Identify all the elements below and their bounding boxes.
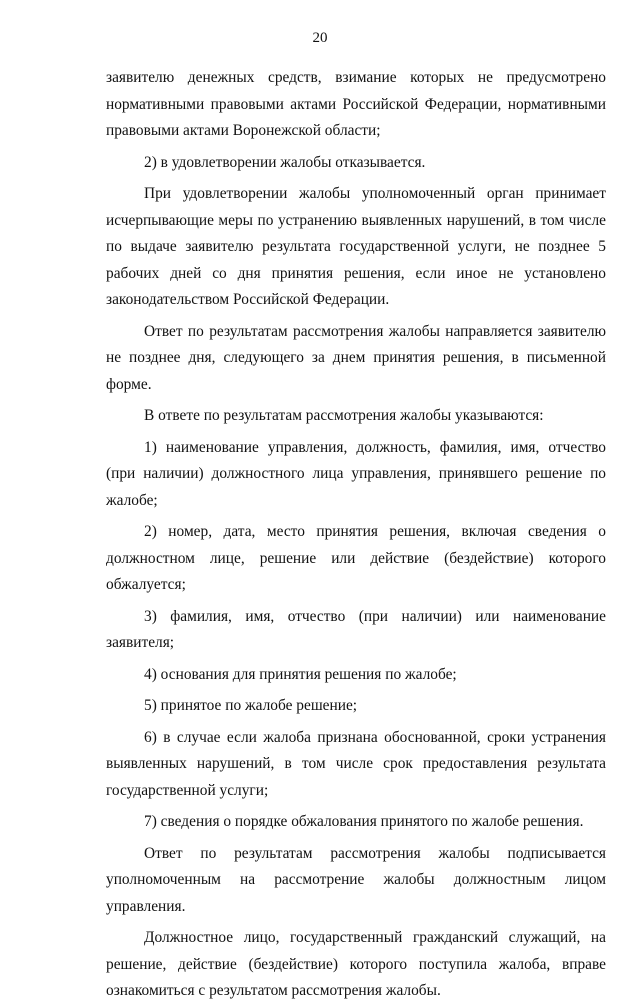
paragraph-item-2-refusal: 2) в удовлетворении жалобы отказывается. (144, 153, 426, 171)
paragraph-response-deadline: Ответ по результатам рассмотрения жалобы направляется заявителю не позднее дня, следующего за днем принятия решения, в письменной форме. (106, 322, 606, 393)
paragraph-list-item-3: 3) фамилия, имя, отчество (при наличии) или наименование заявителя; (106, 607, 606, 651)
paragraph-list-item-2: 2) номер, дата, место принятия решения, включая сведения о должностном лице, решение или действие (бездействие) которого обжалуется; (106, 523, 606, 593)
page-number: 20 (312, 30, 328, 46)
paragraph-list-item-5: 5) принятое по жалобе решение; (144, 697, 358, 714)
paragraph-list-item-4: 4) основания для принятия решения по жалобе; (144, 665, 457, 683)
paragraph-response-signature: Ответ по результатам рассмотрения жалобы подписывается уполномоченным на рассмотрение жалобы должностным лицом управления. (106, 844, 606, 915)
paragraph-continuation: заявителю денежных средств, взимание которых не предусмотрено нормативными правовыми актами Российской Федерации, нормативными правовыми актами Воронежской области; (106, 69, 606, 139)
paragraph-satisfaction-measures: При удовлетворении жалобы уполномоченный орган принимает исчерпывающие меры по устранению выявленных нарушений, в том числе по выдаче заявителю результата государственной услуги, не позднее 5 рабочих дней со дня принятия решения, если иное не установлено законодательством Российской Федерации. (106, 185, 606, 308)
paragraph-official-review-right: Должностное лицо, государственный гражданский служащий, на решение, действие (бездействие) которого поступила жалоба, вправе ознакомиться с результатом рассмотрения жалобы. (106, 929, 606, 999)
paragraph-list-item-6: 6) в случае если жалоба признана обоснованной, сроки устранения выявленных нарушений, в том числе срок предоставления результата государственной услуги; (106, 728, 606, 799)
paragraph-list-item-1: 1) наименование управления, должность, фамилия, имя, отчество (при наличии) должностного лица управления, принявшего решение по жалобе; (106, 438, 606, 509)
paragraph-list-item-7: 7) сведения о порядке обжалования принятого по жалобе решения. (144, 813, 584, 830)
document-body (106, 65, 606, 1005)
paragraph-response-contents-intro: В ответе по результатам рассмотрения жалобы указываются: (144, 407, 544, 424)
